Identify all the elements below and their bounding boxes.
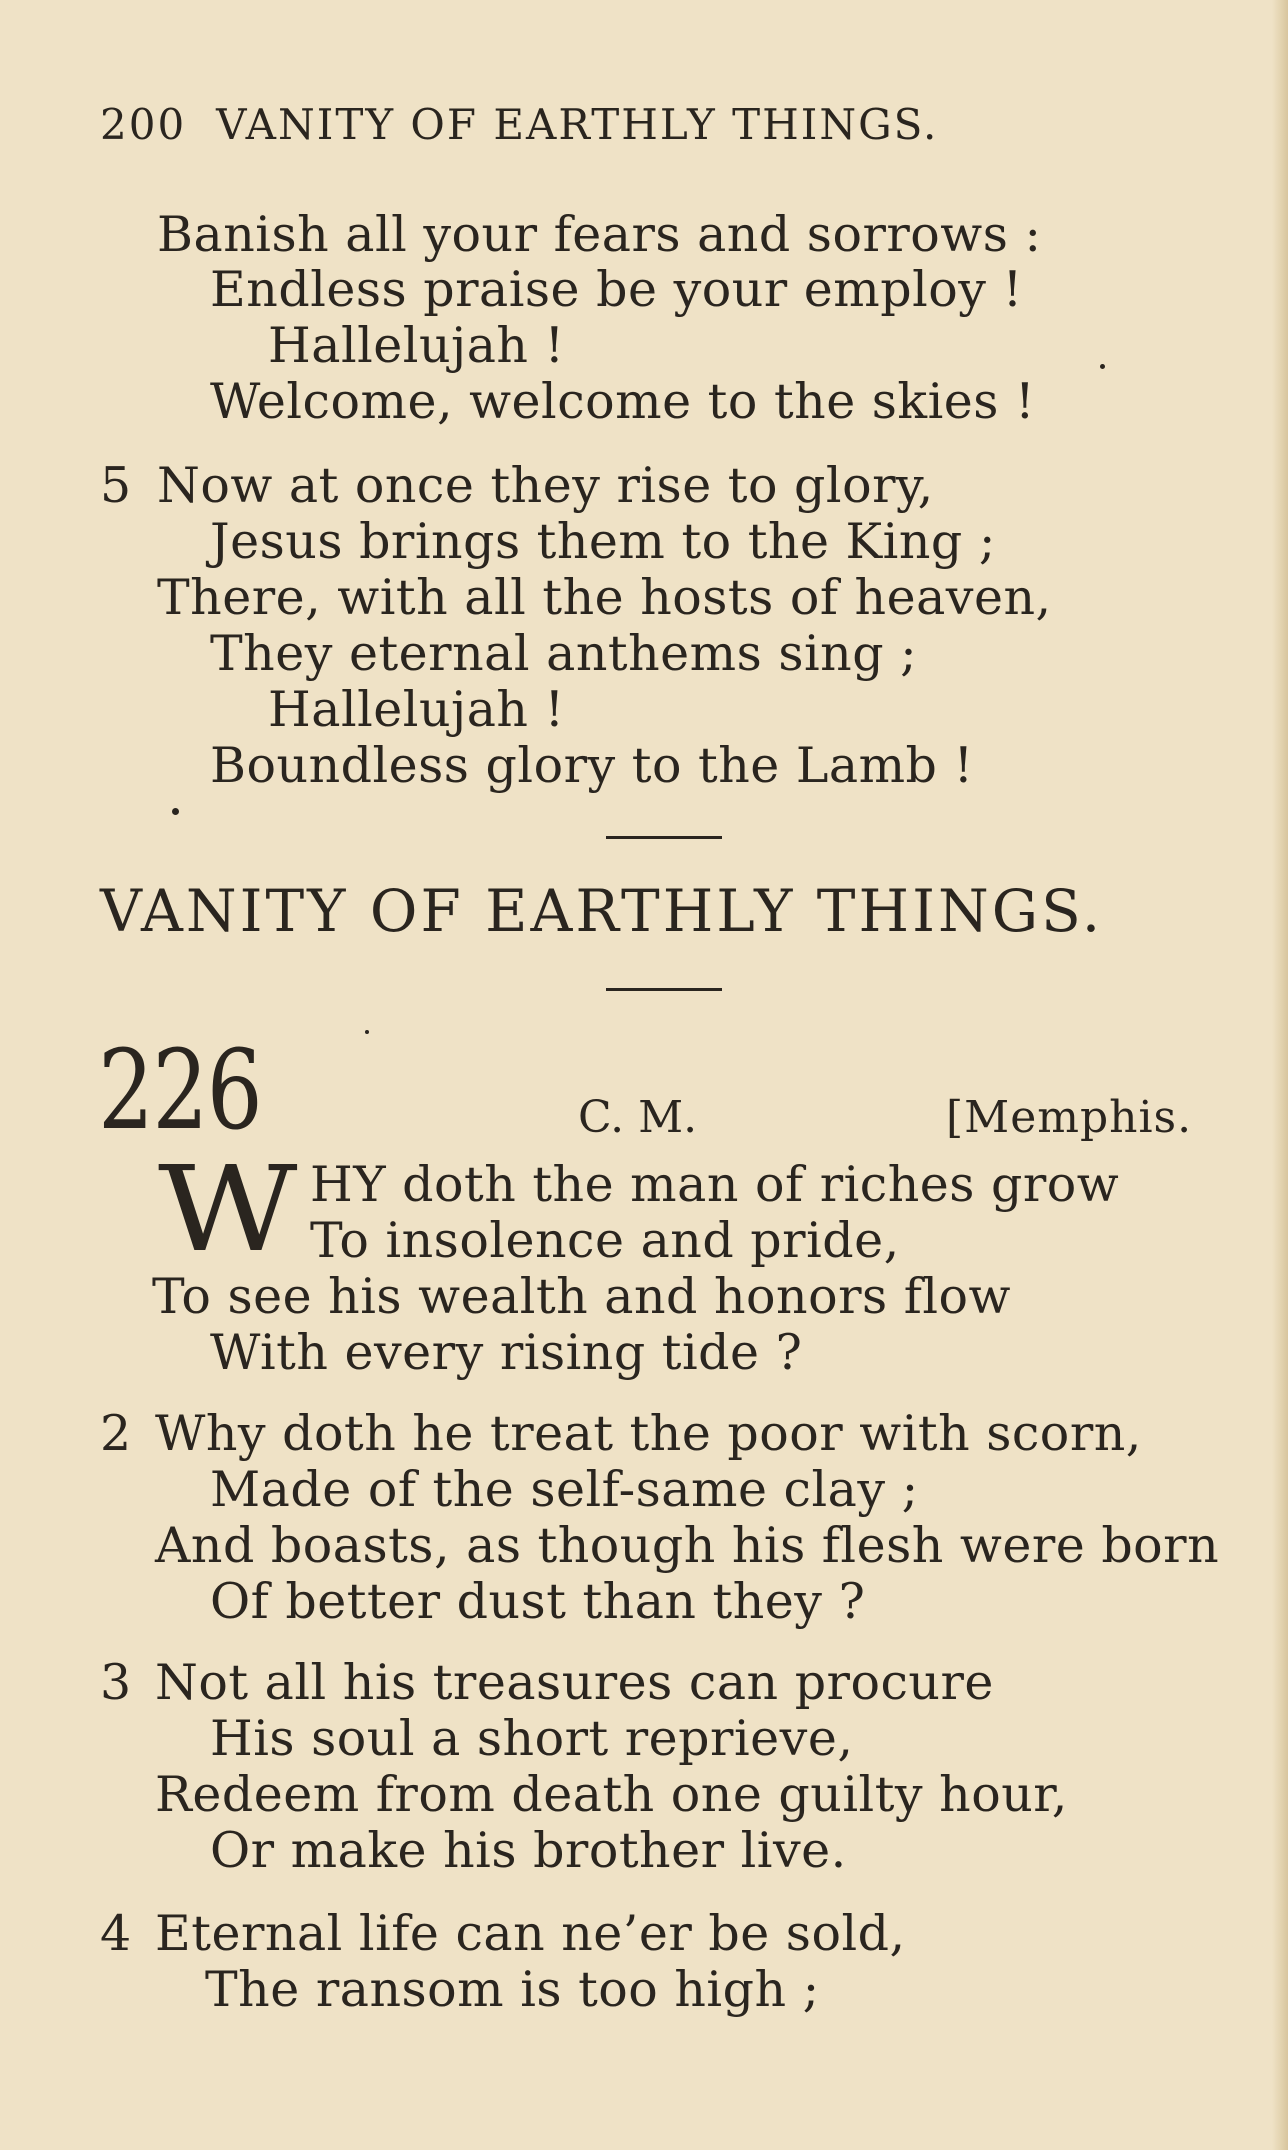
verse-line: HY doth the man of riches grow <box>310 1156 1120 1213</box>
verse-line: And boasts, as though his flesh were born <box>155 1517 1220 1574</box>
verse-number: 4 <box>100 1905 132 1962</box>
ink-speck <box>365 1030 369 1034</box>
verse-number: 3 <box>100 1654 132 1711</box>
page-number: 200 <box>100 100 187 149</box>
verse-line: Not all his treasures can procure <box>155 1654 994 1711</box>
verse-number: 2 <box>100 1405 132 1462</box>
verse-line: Boundless glory to the Lamb ! <box>210 737 974 794</box>
page-edge <box>1272 0 1288 2150</box>
drop-cap-letter: W <box>158 1140 298 1278</box>
hymn-meter: C. M. <box>578 1092 698 1143</box>
verse-line: Hallelujah ! <box>268 681 565 738</box>
verse-line: They eternal anthems sing ; <box>210 625 918 682</box>
verse-line: His soul a short reprieve, <box>210 1710 854 1767</box>
verse-line: To insolence and pride, <box>310 1212 900 1269</box>
verse-line: Hallelujah ! <box>268 317 565 374</box>
verse-line: Why doth he treat the poor with scorn, <box>155 1405 1142 1462</box>
verse-line: To see his wealth and honors flow <box>152 1268 1011 1325</box>
verse-line: Endless praise be your employ ! <box>210 261 1023 318</box>
verse-line: Banish all your fears and sorrows : <box>157 206 1042 263</box>
verse-line: With every rising tide ? <box>210 1324 803 1381</box>
verse-line: Welcome, welcome to the skies ! <box>210 373 1036 430</box>
ink-speck <box>172 808 179 815</box>
hymn-number: 226 <box>98 1026 262 1154</box>
verse-line: Jesus brings them to the King ; <box>210 513 996 570</box>
verse-line: Of better dust than they ? <box>210 1573 866 1630</box>
verse-line: There, with all the hosts of heaven, <box>157 569 1052 626</box>
running-header <box>100 100 938 150</box>
verse-line: The ransom is too high ; <box>205 1961 820 2018</box>
section-divider <box>606 988 722 991</box>
verse-number: 5 <box>100 457 132 514</box>
section-title: VANITY OF EARTHLY THINGS. <box>100 877 1104 945</box>
section-divider <box>606 836 722 839</box>
hymn-tune-name: [Memphis. <box>946 1092 1193 1143</box>
verse-line: Made of the self-same clay ; <box>210 1461 919 1518</box>
running-title: VANITY OF EARTHLY THINGS. <box>216 100 939 149</box>
verse-line: Redeem from death one guilty hour, <box>155 1766 1068 1823</box>
verse-line: Eternal life can ne’er be sold, <box>155 1905 906 1962</box>
verse-line: Now at once they rise to glory, <box>157 457 934 514</box>
verse-line: Or make his brother live. <box>210 1822 847 1879</box>
ink-speck <box>1100 364 1105 369</box>
